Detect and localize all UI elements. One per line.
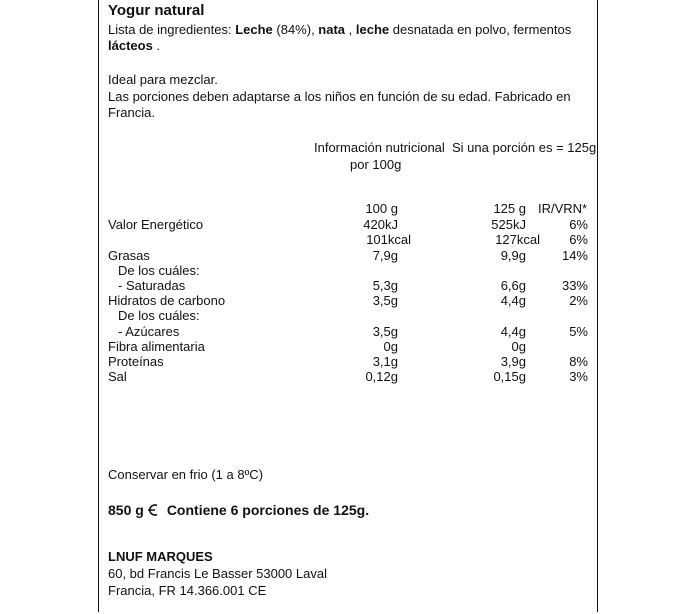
- company-registration: Francia, FR 14.366.001 CE: [108, 583, 267, 598]
- company-name: LNUF MARQUES: [108, 549, 213, 564]
- nutrient-label: Fibra alimentaria: [108, 339, 205, 354]
- value-ir: 8%: [569, 354, 588, 369]
- value-100g: 0,12g: [365, 369, 398, 384]
- note-country: Francia.: [108, 105, 155, 120]
- value-100g: 3,5g: [372, 293, 398, 308]
- note-portions: Las porciones deben adaptarse a los niños en función de su edad. Fabricado en: [108, 89, 571, 104]
- ingredient-nata: nata: [318, 22, 346, 37]
- value-125g: 525kJ: [491, 217, 526, 232]
- ingredient-lacteos: lácteos: [108, 38, 153, 53]
- storage-instructions: Conservar en frio (1 a 8ºC): [108, 467, 264, 482]
- value-125g: 0,15g: [493, 369, 526, 384]
- nutrition-header-info: Información nutricional: [314, 140, 445, 155]
- value-ir: 14%: [561, 248, 588, 263]
- value-100g: 3,5g: [372, 324, 398, 339]
- portions-text: Contiene 6 porciones de 125g.: [166, 502, 370, 518]
- nutrient-label: - Saturadas: [118, 278, 186, 293]
- ingredient-leche: Leche: [235, 22, 273, 37]
- value-125g: 3,9g: [500, 354, 526, 369]
- net-weight: 850 g: [108, 502, 144, 518]
- value-ir: 6%: [569, 217, 588, 232]
- value-ir: 5%: [569, 324, 588, 339]
- nutrient-sublabel: De los cuáles:: [118, 308, 200, 323]
- ingredients-sep-3: desnatada en polvo, fermentos: [389, 22, 572, 37]
- value-ir: 2%: [569, 293, 588, 308]
- value-125g: 4,4g: [500, 324, 526, 339]
- product-title: Yogur natural: [108, 2, 205, 19]
- nutrient-sublabel: De los cuáles:: [118, 263, 200, 278]
- nutrition-header-portion: Si una porción es = 125g: [452, 140, 597, 155]
- value-100g: 0g: [383, 339, 398, 354]
- value-125g: 9,9g: [500, 248, 526, 263]
- ingredients-line-1: [108, 22, 571, 37]
- value-125g: 6,6g: [500, 278, 526, 293]
- nutrient-label: Proteínas: [108, 354, 164, 369]
- estimated-sign-icon: [145, 504, 159, 516]
- value-125g: 127kcal: [495, 232, 540, 247]
- value-ir: 6%: [569, 232, 588, 247]
- nutrient-label: Grasas: [108, 248, 150, 263]
- value-125g: 4,4g: [500, 293, 526, 308]
- company-address: 60, bd Francis Le Basser 53000 Laval: [108, 566, 327, 581]
- nutrient-label: Hidratos de carbono: [108, 293, 226, 308]
- ingredients-prefix: Lista de ingredientes:: [108, 22, 236, 37]
- value-125g: 0g: [511, 339, 526, 354]
- ingredient-leche-polvo: leche: [355, 22, 390, 37]
- value-100g: 420kJ: [363, 217, 398, 232]
- ingredients-sep-2: ,: [345, 22, 356, 37]
- nutrient-label: Valor Energético: [108, 217, 204, 232]
- nutrition-header-per100: por 100g: [350, 157, 402, 172]
- ingredients-end: .: [152, 38, 161, 53]
- ingredients-sep-1: (84%),: [272, 22, 319, 37]
- value-100g: 101kcal: [366, 232, 411, 247]
- value-100g: 3,1g: [372, 354, 398, 369]
- quantity-line: [108, 502, 369, 518]
- value-100g: 5,3g: [372, 278, 398, 293]
- value-ir: 33%: [561, 278, 588, 293]
- col-header-125g: 125 g: [493, 201, 526, 216]
- ingredients-line-2: [108, 38, 160, 53]
- nutrient-label: Sal: [108, 369, 127, 384]
- col-header-ir: IR/VRN*: [538, 201, 588, 216]
- value-ir: 3%: [569, 369, 588, 384]
- note-ideal: Ideal para mezclar.: [108, 72, 218, 87]
- col-header-100g: 100 g: [365, 201, 398, 216]
- value-100g: 7,9g: [372, 248, 398, 263]
- nutrient-label: - Azúcares: [118, 324, 180, 339]
